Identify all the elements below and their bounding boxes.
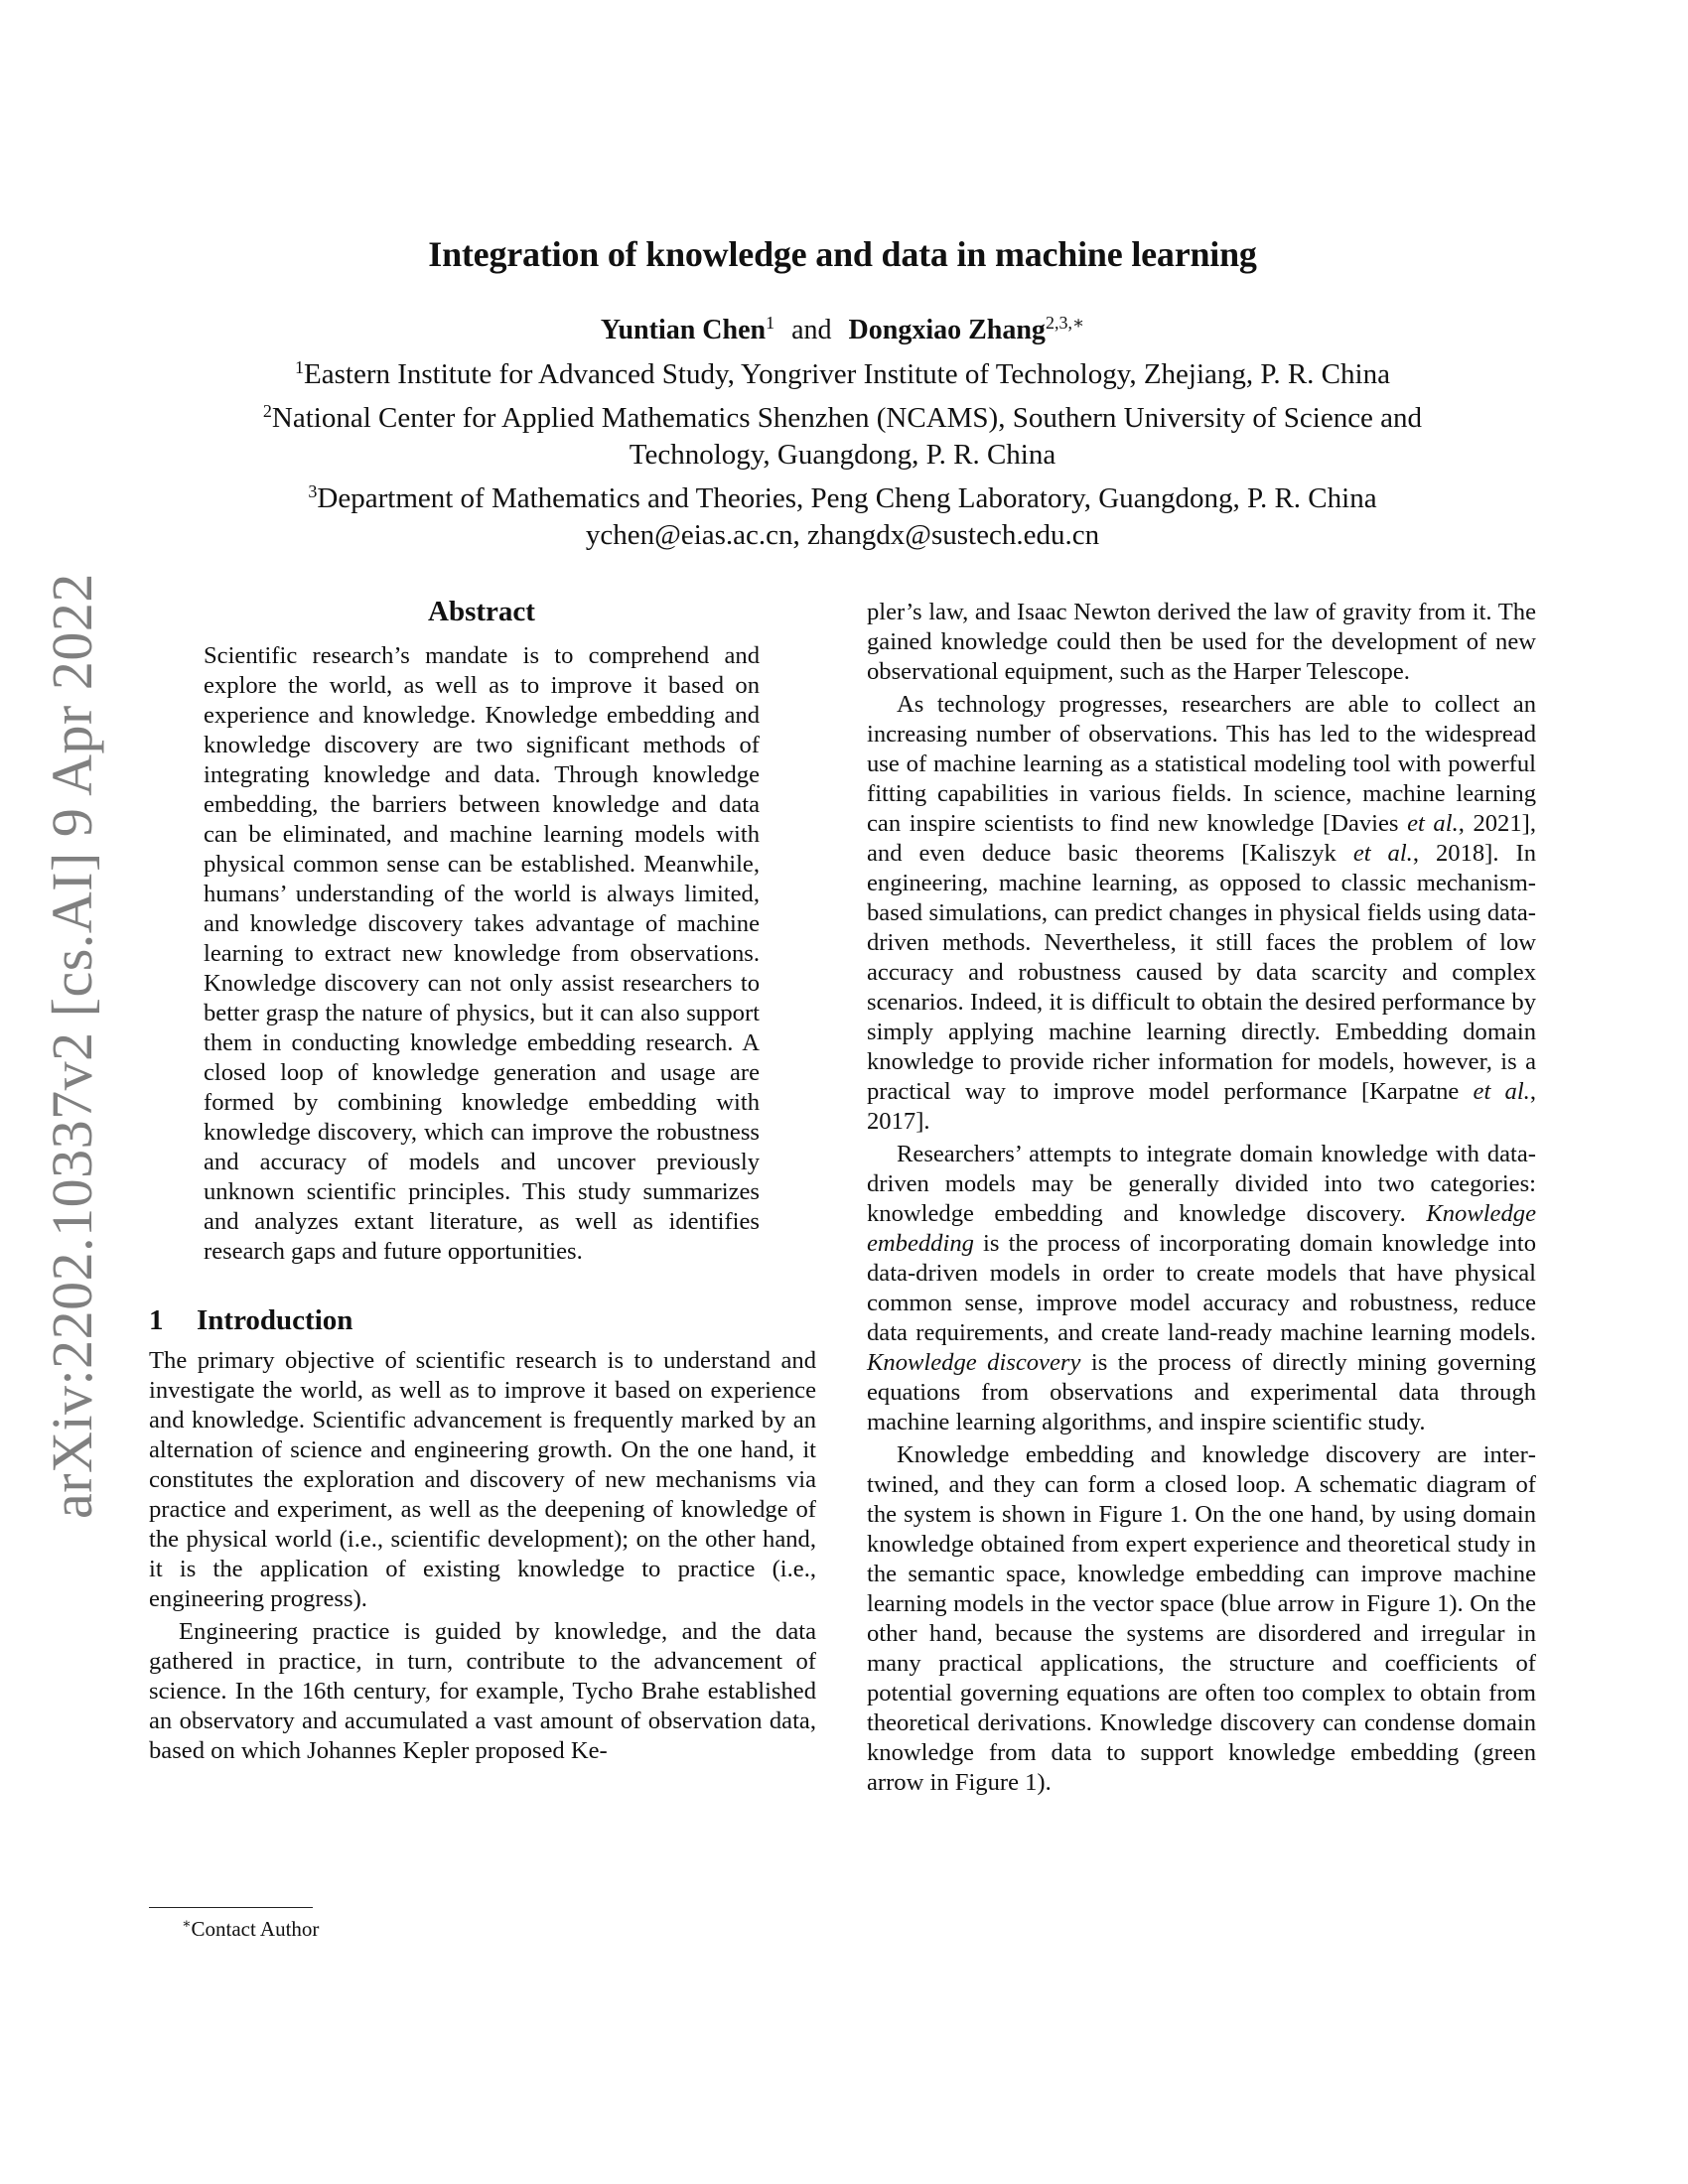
paper-title: Integration of knowledge and data in machine learning <box>428 234 1257 274</box>
author-affiliation-mark: 2,3,∗ <box>1045 313 1085 333</box>
footnote-divider <box>149 1907 313 1908</box>
body-paragraph: The primary objective of scientific research is to understand and investigate the world, as well as to improve it based on experience and knowledge. Scientific advancement is frequently marked by an alternation of science and engineering growth. On the one hand, it constitutes the exploration and discovery of new mechanisms via practice and experiment, as well as the deepening of knowledge of the physical world (i.e., scientific development); on the other hand, it is the application of existing knowledge to practice (i.e., engineering progress). <box>149 1347 816 1612</box>
author-separator: and <box>791 315 832 345</box>
text-run: As technology progresses, researchers are able to collect an increasing number of observations. This has led to the widespread use of machine learning as a statistical modeling tool with powerful fitting capabilities in various fields. In science, machine learning can inspire scientists to find new knowledge [Davies <box>867 691 1536 837</box>
affiliation-mark: 2 <box>262 401 272 421</box>
left-column <box>149 594 816 1766</box>
affiliation-text: Eastern Institute for Advanced Study, Yongriver Institute of Technology, Zhejiang, P. R. China <box>304 358 1390 390</box>
author-name: Yuntian Chen <box>600 315 767 345</box>
body-paragraph: pler’s law, and Isaac Newton derived the law of gravity from it. The gained knowledge could then be used for the development of new observational equipment, such as the Harper Telescope. <box>867 599 1536 685</box>
citation-etal: et al. <box>1473 1078 1530 1105</box>
text-run: is the process of incorporating domain knowledge into data-driven models in order to create models that have physical common sense, improve model accuracy and robustness, reduce data requirements, and create land-ready machine learning models. <box>867 1230 1536 1346</box>
citation-link[interactable]: , 2017]. <box>867 1078 1536 1135</box>
author-emails[interactable]: ychen@eias.ac.cn, zhangdx@sustech.edu.cn <box>585 519 1100 551</box>
abstract-heading: Abstract <box>428 596 535 627</box>
defined-term: Knowledge discovery <box>867 1349 1081 1376</box>
abstract-section <box>204 594 760 1267</box>
affiliation-text: National Center for Applied Mathematics Shenzhen (NCAMS), Southern University of Science and <box>271 402 1423 434</box>
abstract-text: Scientific research’s mandate is to comprehend and explore the world, as well as to improve it based on experience and knowledge. Knowledge embedding and knowledge discovery are two significant methods of integrating knowledge and data. Through knowledge embedding, the barriers between knowledge and data can be eliminated, and machine learning models with physical common sense can be established. Meanwhile, humans’ understanding of the world is always limited, and knowledge discovery takes advantage of machine learning to extract new knowledge from observations. Knowledge discovery can not only assist researchers to better grasp the nature of physics, but it can also support them in conducting knowledge embedding research. A closed loop of knowledge generation and usage are formed by combining knowledge embedding with knowledge discovery, which can improve the robustness and accuracy of models and uncover previously unknown scientific principles. This study summarizes and analyzes extant literature, as well as identifies research gaps and future opportunities. <box>204 642 760 1265</box>
section-title: Introduction <box>197 1304 353 1336</box>
right-column <box>867 598 1536 1798</box>
footnote <box>182 1912 319 1942</box>
text-run: , 2018]. In engineering, machine learning, as opposed to classic mechanism-based simulations, can predict changes in physical fields using data-driven methods. Nevertheless, it still faces the problem of low accuracy and robustness caused by data scarcity and complex scenarios. Indeed, it is difficult to obtain the desired performance by simply applying machine learning directly. Embedding domain knowledge to provide richer information for models, however, is a practical way to improve model performance [Karpatne <box>867 840 1536 1105</box>
author-name: Dongxiao Zhang <box>848 315 1046 345</box>
body-paragraph <box>867 1140 1536 1437</box>
citation-etal: et al. <box>1352 840 1413 867</box>
text-run: Researchers’ attempts to integrate domain knowledge with data-driven models may be generally divided into two categories: knowledge embedding and knowledge discovery. <box>867 1141 1536 1227</box>
affiliation <box>149 474 1536 517</box>
affiliation-text: Department of Mathematics and Theories, Peng Cheng Laboratory, Guangdong, P. R. China <box>317 482 1377 514</box>
arxiv-identifier-stamp: arXiv:2202.10337v2 [cs.AI] 9 Apr 2022 <box>40 573 104 1519</box>
author-line <box>149 306 1536 347</box>
body-paragraph <box>867 690 1536 1137</box>
footnote-mark: ∗ <box>182 1917 192 1932</box>
paper-header <box>149 230 1536 554</box>
defined-term: Knowledge embedding <box>867 1200 1536 1257</box>
affiliations <box>149 349 1536 554</box>
affiliation-continuation: Technology, Guangdong, P. R. China <box>629 439 1056 471</box>
body-paragraph: Knowledge embedding and knowledge discovery are intertwined, and they can form a closed loop. A schematic diagram of the system is shown in Figure 1. On the one hand, by using domain knowledge obtained from expert experience and theoretical study in the semantic space, knowledge embedding can improve machine learning models in the vector space (blue arrow in Figure 1). On the other hand, because the systems are disordered and irregular in many practical applications, the structure and coefficients of potential governing equations are often too complex to obtain from theoretical derivations. Knowledge discovery can condense domain knowledge from data to support knowledge embedding (green arrow in Figure 1). <box>867 1441 1536 1796</box>
citation-etal: et al. <box>1407 810 1459 837</box>
author-affiliation-mark: 1 <box>766 313 775 333</box>
text-run: is the process of directly mining governing equations from observations and experimental data through machine learning algorithms, and inspire scientific study. <box>867 1349 1536 1435</box>
affiliation <box>149 349 1536 393</box>
section-heading-introduction <box>149 1302 816 1338</box>
citation-link[interactable]: , 2021], and even deduce basic theorems [Kaliszyk <box>867 810 1536 867</box>
section-number: 1 <box>149 1304 164 1336</box>
body-paragraph: Engineering practice is guided by knowledge, and the data gathered in practice, in turn, contribute to the advancement of science. In the 16th century, for example, Tycho Brahe established an observatory and accumulated a vast amount of observation data, based on which Johannes Kepler proposed Ke- <box>149 1618 816 1764</box>
affiliation-mark: 3 <box>308 481 318 501</box>
affiliation-mark: 1 <box>295 357 305 377</box>
footnote-text: Contact Author <box>191 1917 320 1941</box>
affiliation <box>149 393 1536 437</box>
